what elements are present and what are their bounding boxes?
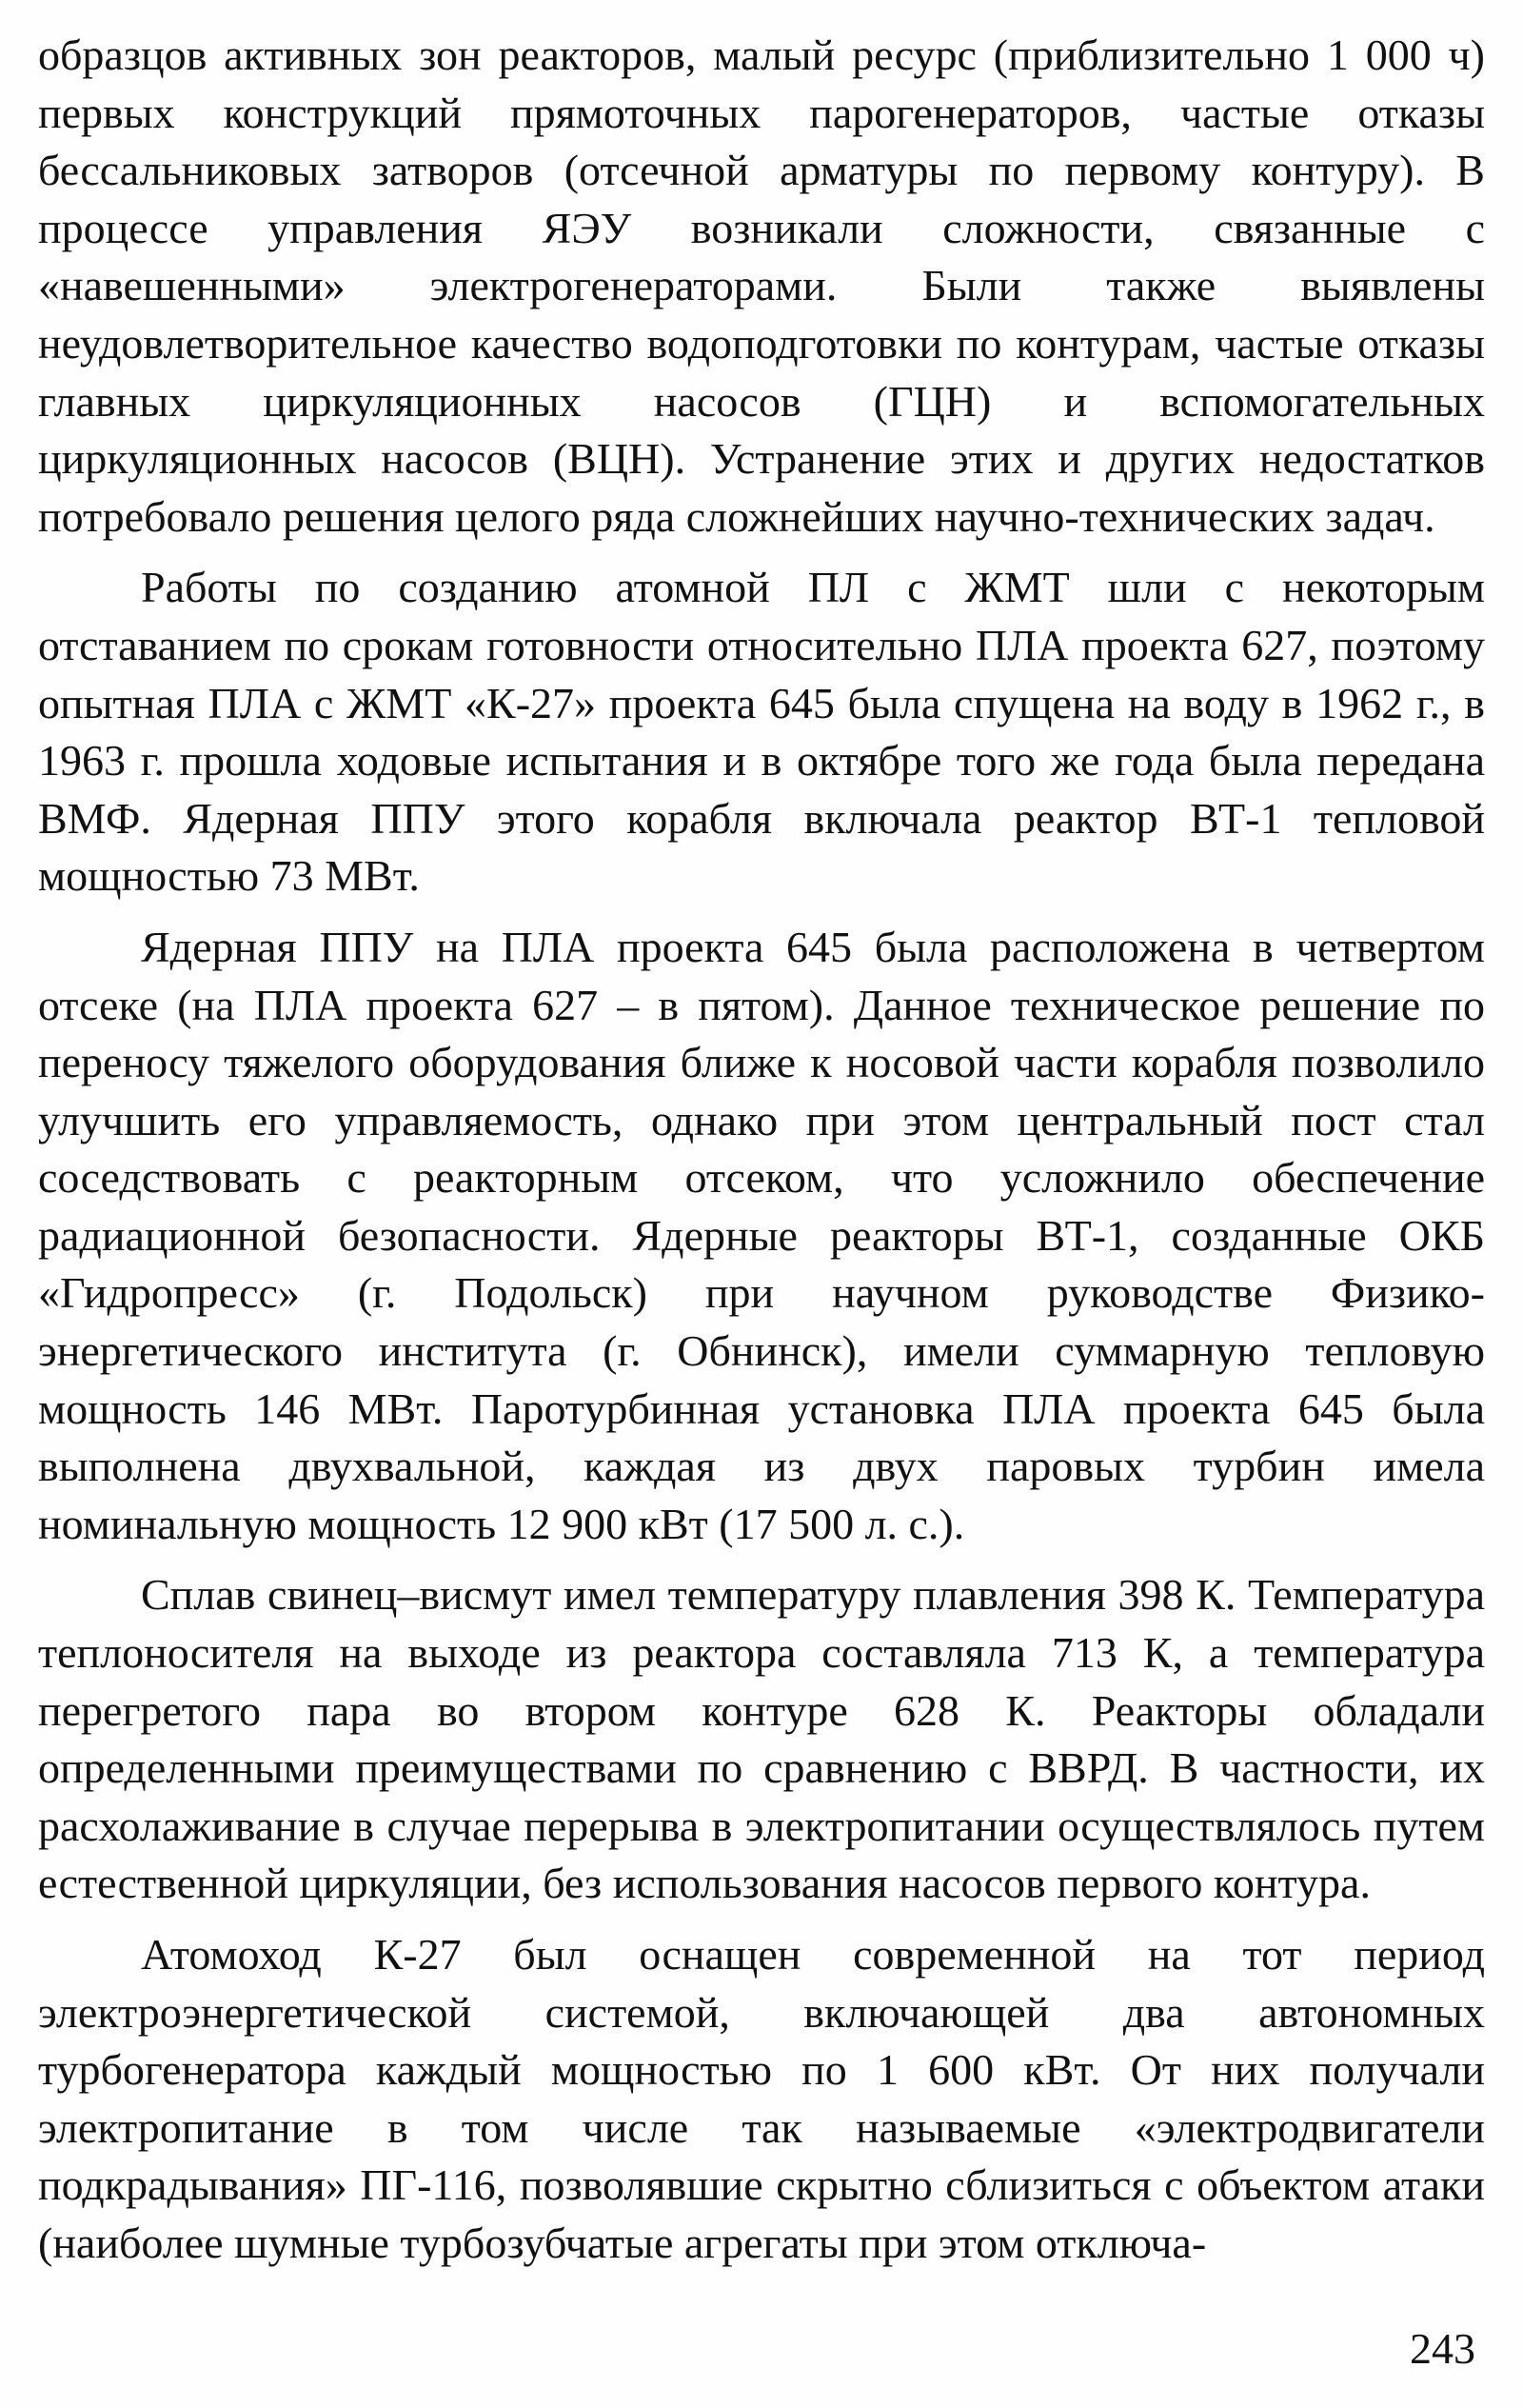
paragraph-1: образцов активных зон реакторов, малый ресурс (приблизительно 1 000 ч) первых конструкций прямоточных парогенераторов, частые отказы бессальниковых затворов (отсечной арматуры по первому контуру). В процессе управления ЯЭУ возникали сложности, связанные с «навешенными» электрогенераторами. Были также выявлены неудовлетворительное качество водоподготовки по контурам, частые отказы главных циркуляционных насосов (ГЦН) и вспомогательных циркуляционных насосов (ВЦН). Устранение этих и других недостатков потребовало решения целого ряда сложнейших научно-технических задач.	[38, 30, 1485, 541]
body-text	[38, 27, 1485, 2273]
paragraph-3: Ядерная ППУ на ПЛА проекта 645 была расположена в четвертом отсеке (на ПЛА проекта 627 – в пятом). Данное техническое решение по переносу тяжелого оборудования ближе к носовой части корабля позволило улучшить его управляемость, однако при этом центральный пост стал соседствовать с реакторным отсеком, что усложнило обеспечение радиационной безопасности. Ядерные реакторы ВТ-1, созданные ОКБ «Гидропресс» (г. Подольск) при научном руководстве Физико-энергетического института (г. Обнинск), имели суммарную тепловую мощность 146 МВт. Паротурбинная установка ПЛА проекта 645 была выполнена двухвальной, каждая из двух паровых турбин имела номинальную мощность 12 900 кВт (17 500 л. с.).	[38, 922, 1485, 1548]
paragraph-5: Атомоход К-27 был оснащен современной на тот период электроэнергетической системой, включающей два автономных турбогенератора каждый мощностью по 1 600 кВт. От них получали электропитание в том числе так называемые «электродвигатели подкрадывания» ПГ-116, позволявшие скрытно сблизиться с объектом атаки (наиболее шумные турбозубчатые агрегаты при этом отключа-	[38, 1930, 1485, 2267]
paragraph-2: Работы по созданию атомной ПЛ с ЖМТ шли с некоторым отставанием по срокам готовности относительно ПЛА проекта 627, поэтому опытная ПЛА с ЖМТ «К-27» проекта 645 была спущена на воду в 1962 г., в 1963 г. прошла ходовые испытания и в октябре того же года была передана ВМФ. Ядерная ППУ этого корабля включала реактор ВТ-1 тепловой мощностью 73 МВт.	[38, 563, 1485, 901]
paragraph-4: Сплав свинец–висмут имел температуру плавления 398 К. Температура теплоносителя на выходе из реактора составляла 713 К, а температура перегретого пара во втором контуре 628 К. Реакторы обладали определенными преимуществами по сравнению с ВВРД. В частности, их расхолаживание в случае перерыва в электропитании осуществлялось путем естественной циркуляции, без использования насосов первого контура.	[38, 1570, 1485, 1908]
page-number: 243	[1410, 2324, 1475, 2373]
